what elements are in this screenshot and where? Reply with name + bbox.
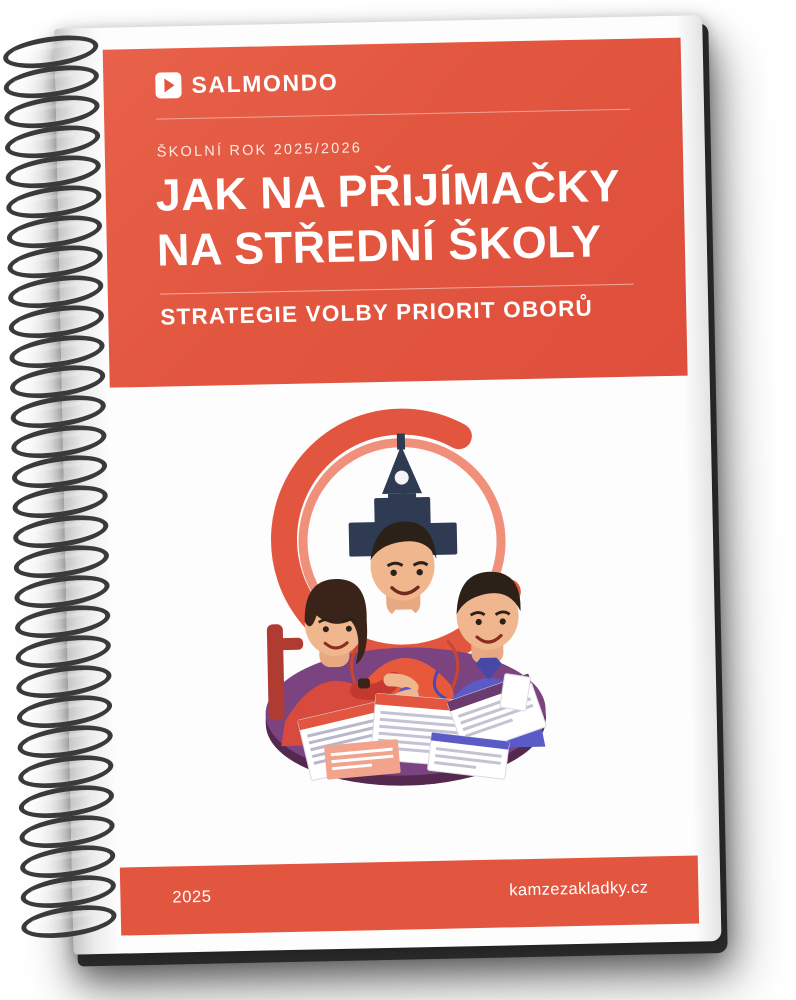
footer-year: 2025 <box>172 887 212 907</box>
header-divider-top <box>156 109 630 120</box>
play-triangle-icon <box>155 72 182 99</box>
cover-title-line2: NA STŘEDNÍ ŠKOLY <box>156 215 603 276</box>
illustration-artwork <box>234 386 573 813</box>
spiral-notebook <box>36 15 728 969</box>
footer-website: kamzezakladky.cz <box>509 878 649 900</box>
cover-footer <box>120 855 699 935</box>
cover-illustration <box>110 376 698 868</box>
cover-header <box>103 38 688 388</box>
school-year-label: ŠKOLNÍ ROK 2025/2026 <box>156 140 363 161</box>
spiral-binding <box>2 30 117 962</box>
brand-name: SALMONDO <box>191 68 339 98</box>
brand-logo <box>155 61 339 107</box>
cover-subtitle: STRATEGIE VOLBY PRIORIT OBORŮ <box>160 295 594 330</box>
cover-title-line1: JAK NA PŘIJÍMAČKY <box>155 159 621 221</box>
students-at-table-illustration <box>234 386 573 813</box>
cover-title <box>155 158 677 279</box>
front-cover <box>54 15 721 954</box>
header-divider-mid <box>160 284 634 295</box>
